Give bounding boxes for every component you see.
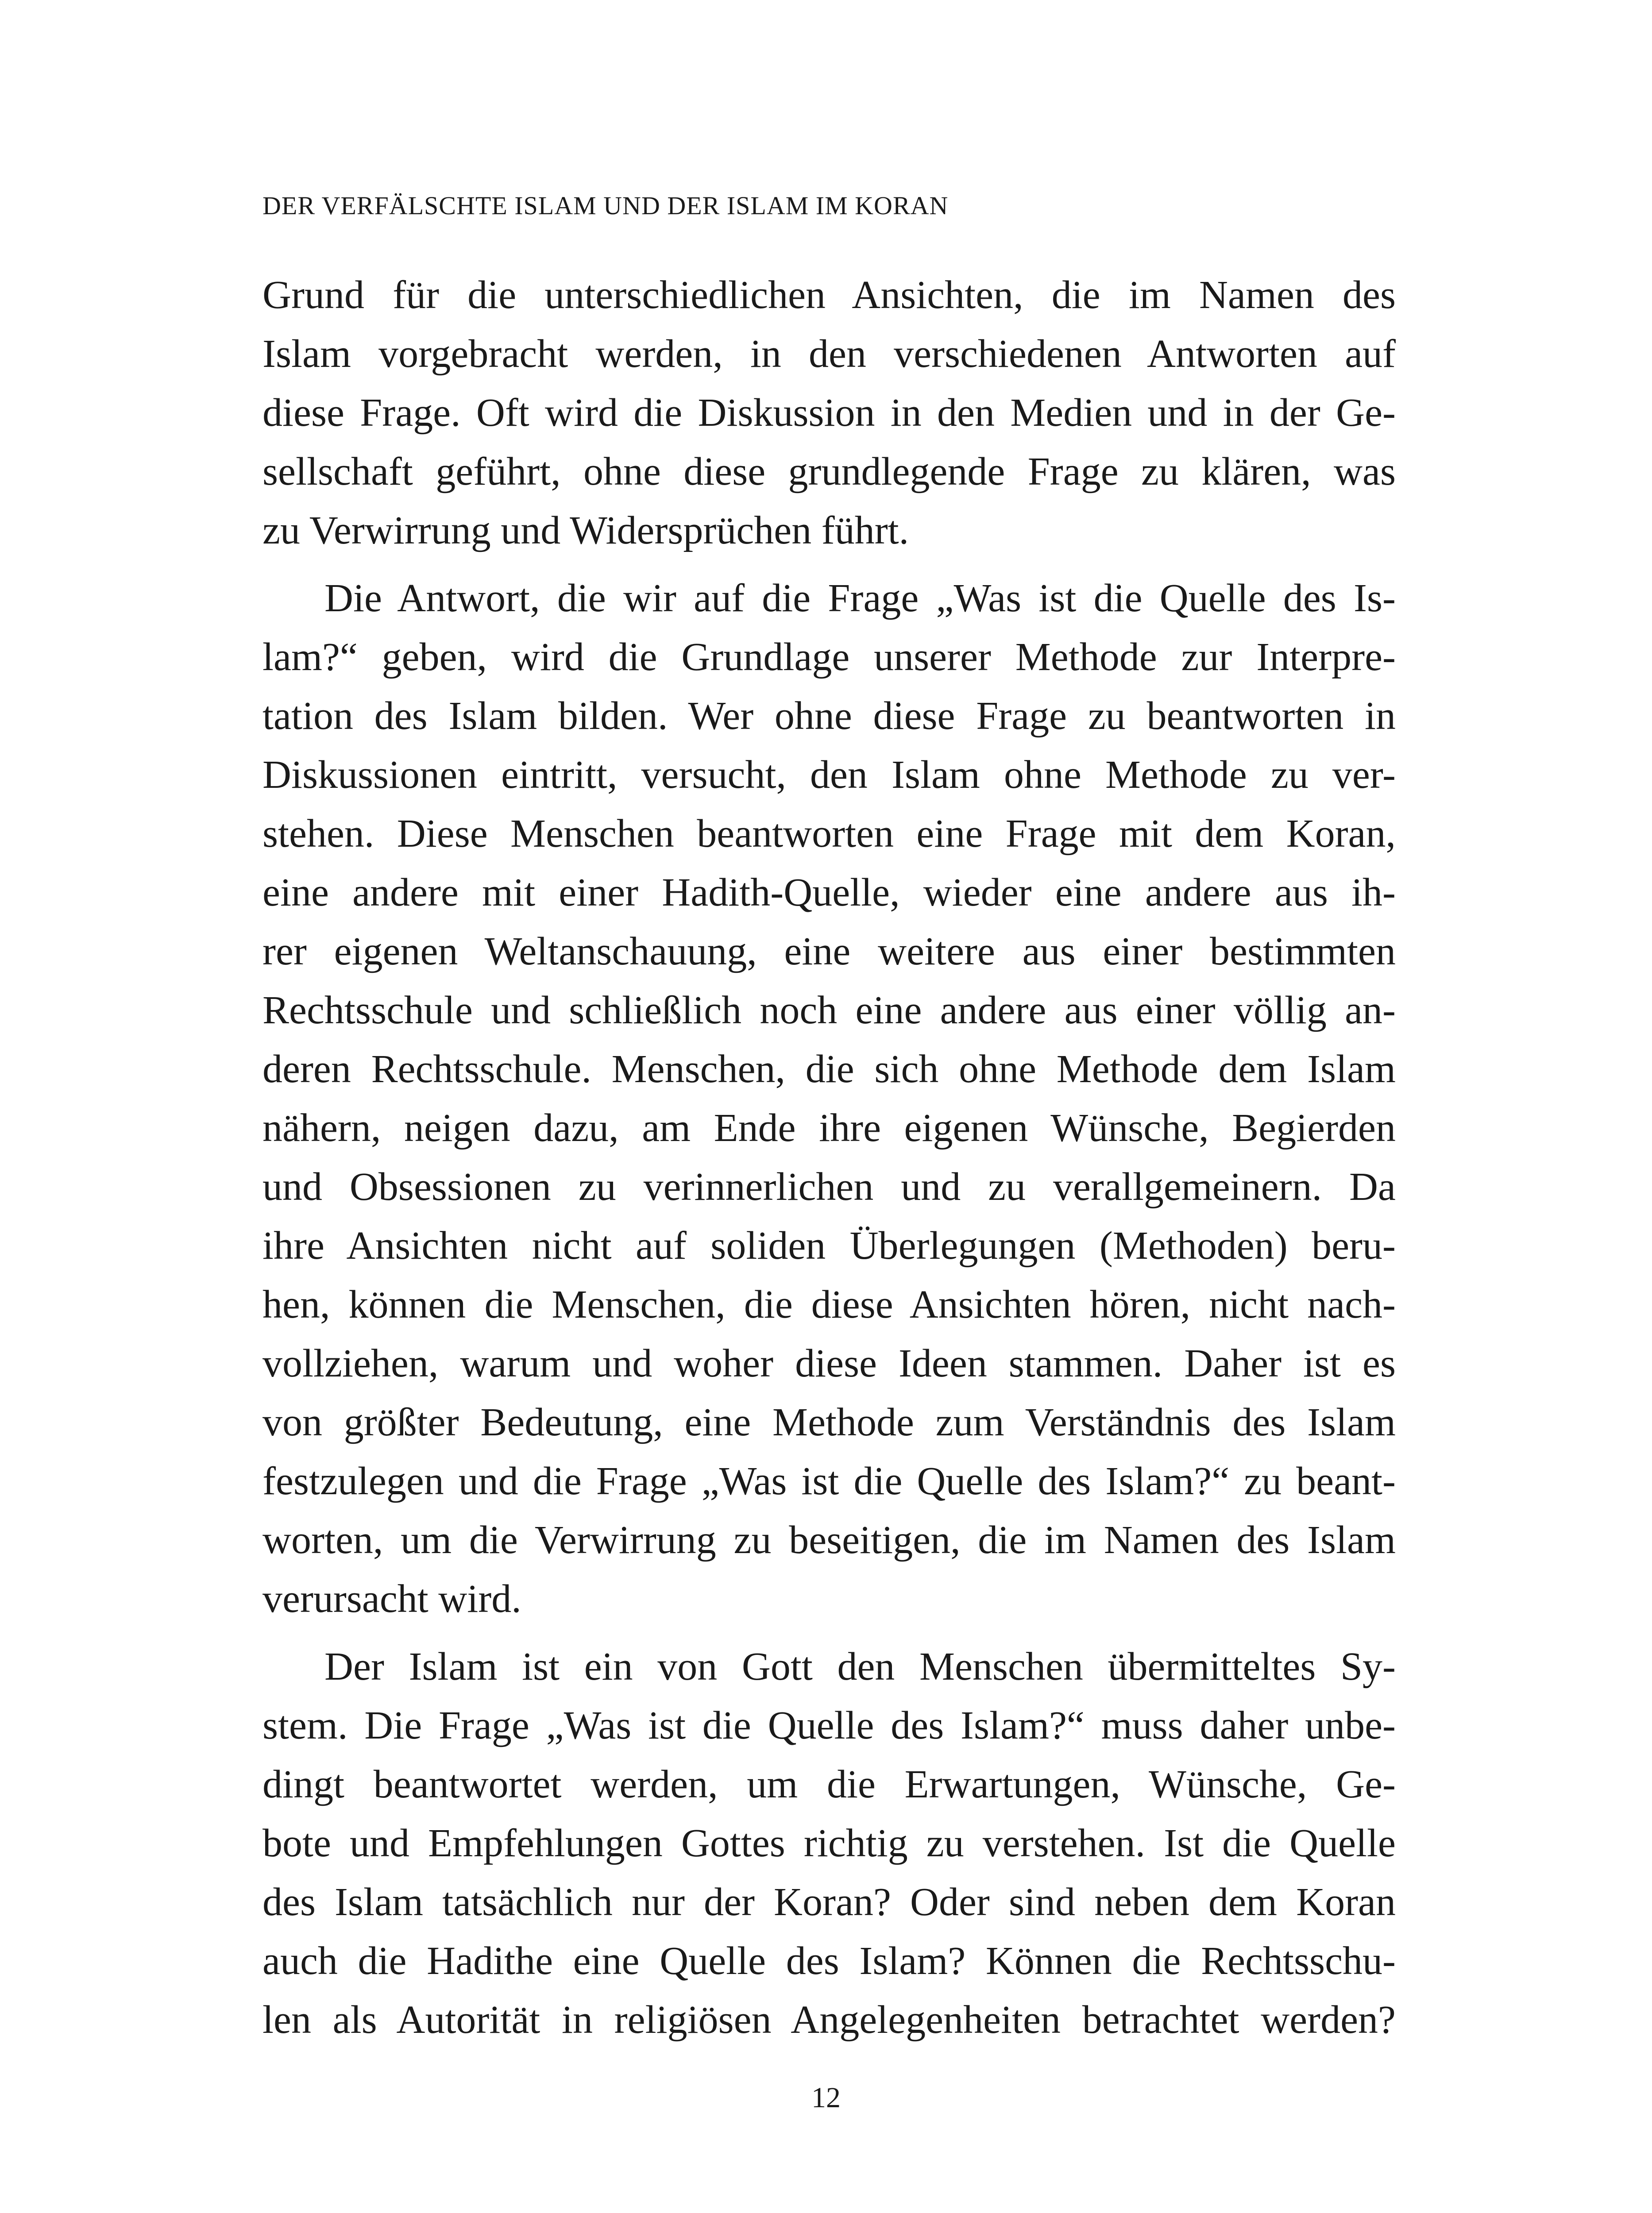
text-line: Diskussionen eintritt, versucht, den Islam ohne Methode zu ver- <box>262 753 1396 797</box>
text-line: Islam vorgebracht werden, in den verschiedenen Antworten auf <box>262 332 1396 376</box>
text-line: des Islam tatsächlich nur der Koran? Oder sind neben dem Koran <box>262 1880 1396 1924</box>
text-line: verursacht wird. <box>262 1577 521 1621</box>
text-line: bote und Empfehlungen Gottes richtig zu verstehen. Ist die Quelle <box>262 1821 1396 1865</box>
text-line: festzulegen und die Frage „Was ist die Quelle des Islam?“ zu beant- <box>262 1459 1396 1503</box>
text-line: deren Rechtsschule. Menschen, die sich ohne Methode dem Islam <box>262 1047 1396 1091</box>
text-line: nähern, neigen dazu, am Ende ihre eigenen Wünsche, Begierden <box>262 1106 1396 1150</box>
text-line: hen, können die Menschen, die diese Ansichten hören, nicht nach- <box>262 1283 1396 1326</box>
text-line: eine andere mit einer Hadith-Quelle, wieder eine andere aus ih- <box>262 871 1396 914</box>
text-line: stem. Die Frage „Was ist die Quelle des Islam?“ muss daher unbe- <box>262 1704 1396 1747</box>
text-line: und Obsessionen zu verinnerlichen und zu verallgemeinern. Da <box>262 1165 1396 1209</box>
running-header: DER VERFÄLSCHTE ISLAM UND DER ISLAM IM KORAN <box>262 191 949 220</box>
text-line: tation des Islam bilden. Wer ohne diese Frage zu beantworten in <box>262 694 1396 738</box>
text-line: diese Frage. Oft wird die Diskussion in den Medien und in der Ge- <box>262 391 1396 435</box>
text-line: vollziehen, warum und woher diese Ideen stammen. Daher ist es <box>262 1342 1396 1385</box>
text-line: dingt beantwortet werden, um die Erwartungen, Wünsche, Ge- <box>262 1762 1396 1806</box>
page-number: 12 <box>811 2082 841 2114</box>
text-line: Die Antwort, die wir auf die Frage „Was ist die Quelle des Is- <box>324 576 1396 620</box>
text-line: worten, um die Verwirrung zu beseitigen, die im Namen des Islam <box>262 1518 1396 1562</box>
text-line: sellschaft geführt, ohne diese grundlegende Frage zu klären, was <box>262 450 1396 493</box>
text-line: Der Islam ist ein von Gott den Menschen übermitteltes Sy- <box>324 1645 1396 1689</box>
text-line: von größter Bedeutung, eine Methode zum Verständnis des Islam <box>262 1400 1396 1444</box>
body-text <box>262 266 1396 2049</box>
text-line: Rechtsschule und schließlich noch eine andere aus einer völlig an- <box>262 988 1396 1032</box>
text-line: Grund für die unterschiedlichen Ansichten, die im Namen des <box>262 273 1396 317</box>
text-line: auch die Hadithe eine Quelle des Islam? Können die Rechtsschu- <box>262 1939 1396 1983</box>
text-line: rer eigenen Weltanschauung, eine weitere aus einer bestimmten <box>262 929 1396 973</box>
text-line: zu Verwirrung und Widersprüchen führt. <box>262 509 909 552</box>
text-line: ihre Ansichten nicht auf soliden Überlegungen (Methoden) beru- <box>262 1224 1396 1268</box>
text-line: len als Autorität in religiösen Angelegenheiten betrachtet werden? <box>262 1998 1396 2042</box>
paragraph <box>262 1637 1396 2049</box>
text-line: stehen. Diese Menschen beantworten eine Frage mit dem Koran, <box>262 812 1396 856</box>
paragraph <box>262 569 1396 1628</box>
text-line: lam?“ geben, wird die Grundlage unserer Methode zur Interpre- <box>262 635 1396 679</box>
paragraph <box>262 266 1396 560</box>
